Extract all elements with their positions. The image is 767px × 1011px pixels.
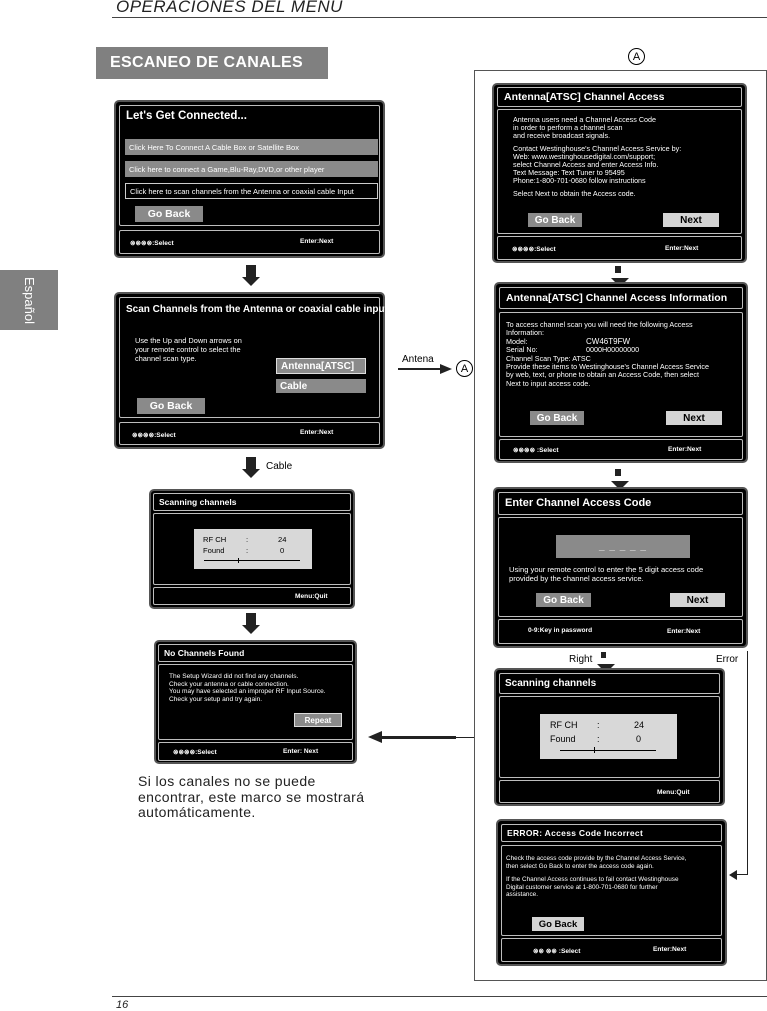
footer-select-hint: ⊗⊗⊗⊗:Select — [132, 432, 176, 439]
error-line: If the Channel Access continues to fail contact Westinghouse — [506, 876, 679, 884]
screen-title-bar — [498, 492, 743, 515]
go-back-button[interactable]: Go Back — [536, 593, 591, 607]
screen-no-channels-found — [154, 640, 357, 764]
screen-title: ERROR: Access Code Incorrect — [507, 828, 644, 838]
access-instructions — [513, 116, 681, 198]
access-info-body — [506, 321, 709, 388]
note-line: automáticamente. — [138, 804, 256, 820]
option-antenna-atsc[interactable]: Antenna[ATSC] — [276, 358, 366, 374]
model-value: CW46T9FW — [586, 336, 630, 346]
screen-scanning-channels-2 — [494, 668, 725, 806]
page-header-title: OPERACIONES DEL MENU — [116, 0, 343, 16]
info-line: To access channel scan you will need the following Access — [506, 320, 693, 329]
screen-footer — [498, 619, 743, 644]
screen-title: Enter Channel Access Code — [505, 497, 652, 509]
footer-enter-hint: Enter:Next — [668, 446, 702, 453]
instruction-line: your remote control to select the — [135, 345, 241, 354]
screen-title-bar — [499, 673, 720, 694]
note-line: Si los canales no se puede — [138, 773, 316, 789]
option-scan-antenna[interactable]: Click here to scan channels from the Antenna or coaxial cable Input — [125, 183, 378, 199]
arrow-down — [246, 613, 256, 627]
screen-lets-get-connected — [114, 100, 385, 258]
screen-title: No Channels Found — [164, 648, 245, 658]
screen-footer — [499, 439, 743, 460]
arrow-down — [615, 266, 621, 273]
marker-a-top: A — [628, 48, 645, 65]
label-antena: Antena — [402, 354, 434, 365]
screen-error-access-code — [496, 819, 727, 966]
screen-title: Let's Get Connected... — [126, 110, 247, 122]
enter-code-instructions — [509, 565, 703, 583]
instruction-line: provided by the channel access service. — [509, 574, 644, 583]
screen-title-bar — [501, 824, 722, 842]
error-line: Digital customer service at 1-800-701-0680 for further — [506, 883, 658, 891]
serial-label: Serial No: — [506, 345, 538, 355]
error-line: assistance. — [506, 891, 538, 899]
arrow-down — [615, 469, 621, 476]
repeat-button[interactable]: Repeat — [294, 713, 342, 727]
error-line: then select Go Back to enter the access code again. — [506, 862, 654, 870]
found-label: Found — [550, 734, 576, 744]
screen-content — [501, 845, 722, 936]
found-value: 0 — [636, 734, 642, 744]
access-code-input[interactable]: _ _ _ _ _ — [556, 535, 690, 558]
go-back-button[interactable]: Go Back — [528, 213, 582, 227]
screen-content — [158, 664, 353, 740]
instruction-line: Use the Up and Down arrows on — [135, 336, 242, 345]
screen-access-information — [494, 282, 748, 463]
arrow-to-no-channels-head — [368, 731, 382, 743]
message-line: Check your setup and try again. — [169, 695, 263, 703]
go-back-button[interactable]: Go Back — [135, 206, 203, 222]
instruction-line: Using your remote control to enter the 5 digit access code — [509, 565, 704, 574]
instruction-line: in order to perform a channel scan — [513, 123, 623, 133]
screen-scan-type — [114, 292, 388, 449]
footer-rule — [112, 996, 767, 997]
screen-title-bar — [499, 287, 743, 309]
found-separator: : — [246, 546, 249, 555]
instruction-line: Contact Westinghouse's Channel Access Service by: — [513, 143, 682, 153]
rf-ch-value: 24 — [634, 720, 645, 730]
rf-ch-separator: : — [246, 535, 249, 544]
section-title: ESCANEO DE CANALES — [96, 47, 328, 79]
label-cable: Cable — [266, 461, 293, 472]
instruction-line: Select Next to obtain the Access code. — [513, 188, 636, 198]
go-back-button[interactable]: Go Back — [137, 398, 205, 414]
next-button[interactable]: Next — [666, 411, 722, 425]
message-line: You may have selected an improper RF Input Source. — [169, 688, 326, 696]
footer-select-hint: ⊗⊗ ⊗⊗ :Select — [533, 948, 581, 955]
instruction-line: channel scan type. — [135, 354, 197, 363]
screen-title-bar — [158, 644, 353, 662]
language-tab — [0, 270, 58, 330]
screen-footer — [119, 230, 380, 254]
option-game-player[interactable]: Click here to connect a Game,Blu-Ray,DVD,or other player — [125, 161, 378, 177]
screen-content — [153, 513, 351, 585]
option-cable[interactable]: Cable — [276, 379, 366, 393]
message-line: The Setup Wizard did not find any channels. — [169, 673, 299, 680]
screen-footer — [497, 236, 742, 260]
footer-enter-hint: Enter:Next — [653, 946, 687, 953]
language-tab-label: Español — [21, 276, 37, 324]
progress-track — [204, 560, 300, 561]
screen-footer — [499, 780, 720, 803]
error-line: Check the access code provide by the Channel Access Service, — [506, 855, 687, 862]
rf-ch-separator: : — [597, 720, 600, 730]
screen-content — [499, 312, 743, 437]
error-path-hook — [736, 874, 748, 875]
scan-status-box — [540, 714, 677, 759]
instruction-line: and receive broadcast signals. — [513, 131, 611, 141]
rf-ch-value: 24 — [278, 535, 287, 544]
option-cable-satellite[interactable]: Click Here To Connect A Cable Box or Satellite Box — [125, 139, 378, 155]
go-back-button[interactable]: Go Back — [532, 917, 584, 931]
info-line: Next to input access code. — [506, 378, 591, 388]
next-button[interactable]: Next — [670, 593, 725, 607]
serial-value: 0000H00000000 — [586, 345, 640, 355]
header-rule — [112, 17, 767, 18]
footer-select-hint: ⊗⊗⊗⊗ :Select — [513, 447, 559, 454]
found-value: 0 — [280, 546, 285, 555]
error-message — [506, 855, 686, 899]
screen-title: Scan Channels from the Antenna or coaxial cable input — [126, 304, 388, 315]
next-button[interactable]: Next — [663, 213, 719, 227]
footer-enter-hint: Enter:Next — [300, 238, 334, 245]
label-right: Right — [569, 654, 593, 665]
progress-marker — [594, 747, 595, 753]
footer-menu-quit: Menu:Quit — [657, 789, 690, 796]
progress-marker — [238, 558, 239, 563]
scan-type-instructions — [135, 336, 242, 363]
arrow-to-no-channels-line — [380, 736, 456, 739]
footer-menu-quit: Menu:Quit — [295, 593, 328, 600]
error-path-line — [747, 651, 748, 875]
screen-title-bar — [153, 493, 351, 511]
footer-select-hint: ⊗⊗⊗⊗:Select — [173, 749, 217, 756]
error-path-arrowhead — [729, 870, 737, 880]
instruction-line: Phone:1-800-701-0680 follow instructions — [513, 176, 646, 186]
screen-content — [499, 696, 720, 778]
screen-content — [119, 297, 388, 418]
found-separator: : — [597, 734, 600, 744]
instruction-line: select Channel Access and enter Access Info. — [513, 160, 659, 170]
footer-enter-hint: Enter:Next — [667, 628, 701, 635]
progress-track — [560, 750, 656, 751]
arrow-down — [246, 265, 256, 279]
footer-select-hint: ⊗⊗⊗⊗:Select — [130, 240, 174, 247]
screen-footer — [158, 742, 353, 761]
message-line: Check your antenna or cable connection. — [169, 680, 289, 688]
screen-footer — [119, 422, 380, 445]
footer-enter-hint: Enter:Next — [300, 429, 334, 436]
model-label: Model: — [506, 336, 528, 346]
instruction-line: Antenna users need a Channel Access Code — [513, 115, 657, 124]
page-number: 16 — [116, 999, 129, 1011]
screen-footer — [153, 587, 351, 605]
instruction-line: Web: www.westinghousedigital.com/support; — [513, 151, 656, 161]
connector-line — [456, 737, 474, 738]
arrow-down — [246, 457, 256, 471]
no-channels-message — [169, 673, 326, 703]
info-line: Information: — [506, 328, 544, 338]
screen-title: Antenna[ATSC] Channel Access Information — [506, 292, 728, 304]
go-back-button[interactable]: Go Back — [530, 411, 584, 425]
screen-content — [119, 105, 380, 226]
info-line: by web, text, or phone to obtain an Access Code, then select — [506, 370, 699, 380]
marker-a-inline: A — [456, 360, 473, 377]
found-label: Found — [203, 546, 225, 555]
screen-title: Scanning channels — [505, 678, 597, 689]
footer-enter-hint: Enter: Next — [283, 748, 319, 755]
screen-title-bar — [497, 87, 742, 107]
screen-enter-access-code — [493, 487, 748, 648]
info-line: Channel Scan Type: ATSC — [506, 353, 591, 363]
info-line: Provide these items to Westinghouse's Channel Access Service — [506, 362, 709, 371]
label-error: Error — [716, 654, 739, 665]
arrow-antena-line — [398, 368, 442, 370]
instruction-line: Text Message: Text Tuner to 95495 — [513, 168, 625, 178]
screen-title: Antenna[ATSC] Channel Access — [504, 91, 665, 103]
screen-footer — [501, 938, 722, 962]
rf-ch-label: RF CH — [550, 720, 578, 730]
auto-display-note — [138, 774, 364, 821]
scan-status-box — [194, 529, 312, 569]
screen-content — [498, 517, 743, 617]
screen-content — [497, 109, 742, 234]
footer-key-hint: 0-9:Key in password — [528, 627, 593, 634]
screen-channel-access — [492, 83, 747, 263]
arrow-antena-head — [440, 364, 452, 374]
rf-ch-label: RF CH — [203, 535, 227, 544]
arrow-down — [601, 652, 606, 658]
screen-title: Scanning channels — [159, 497, 237, 507]
screen-scanning-channels — [149, 489, 355, 609]
footer-enter-hint: Enter:Next — [665, 245, 699, 252]
note-line: encontrar, este marco se mostrará — [138, 788, 365, 805]
footer-select-hint: ⊗⊗⊗⊗:Select — [512, 246, 556, 253]
